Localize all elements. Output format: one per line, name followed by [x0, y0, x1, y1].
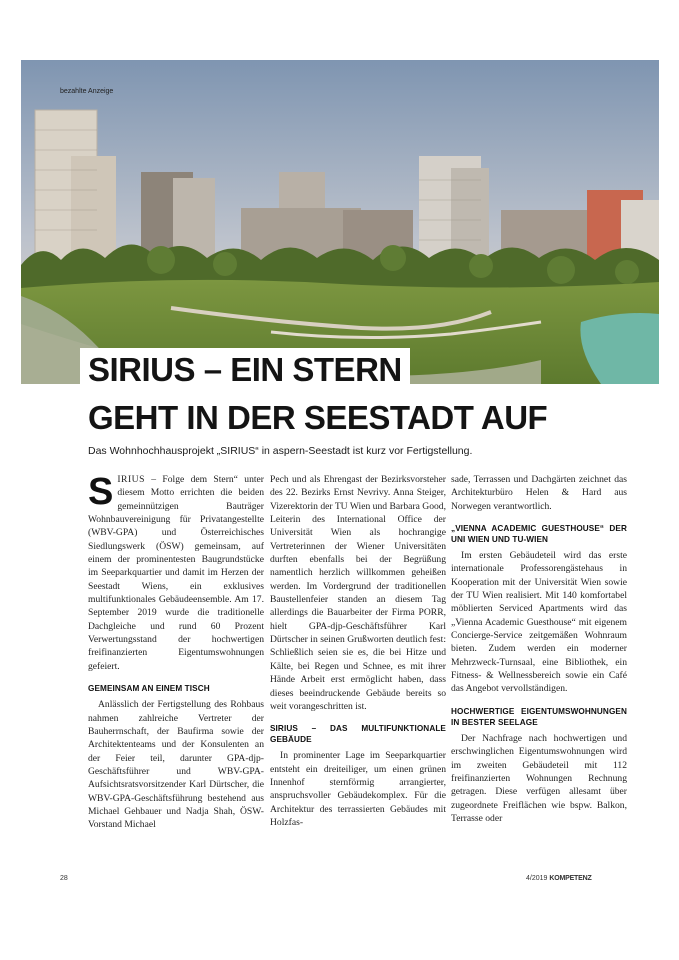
- section-heading: „VIENNA ACADEMIC GUESTHOUSE“ DER UNI WIEN UND TU-WIEN: [451, 524, 627, 545]
- page-number: 28: [60, 875, 68, 882]
- column-2: [270, 473, 446, 829]
- section-heading: SIRIUS – DAS MULTIFUNKTIONALE GEBÄUDE: [270, 724, 446, 745]
- article-subtitle: Das Wohnhochhausprojekt „SIRIUS“ in aspern-Seestadt ist kurz vor Fertigstellung.: [88, 445, 473, 457]
- intro-caps: IRIUS: [117, 474, 145, 485]
- paid-ad-label: bezahlte Anzeige: [60, 88, 114, 95]
- issue-number: 4/2019: [526, 875, 548, 882]
- section-heading: HOCHWERTIGE EIGENTUMSWOHNUNGEN IN BESTER SEELAGE: [451, 706, 627, 727]
- body-paragraph: Anlässlich der Fertigstellung des Rohbaus nahmen zahlreiche Vertreter der Bauherrnschaft, der Baufirma sowie der Architektenteams und der Konsulenten an der Feier teil, darunter GPA-djp-Geschäftsführer und WBV-GPA-Aufsichtsratsvorsitzender Karl Dürtscher, die WBV-GPA-Geschäftsführung bestehend aus Michael Gehbauer und Nadja Shah, ÖSW-Vorstand Michael: [88, 699, 264, 831]
- section-heading: GEMEINSAM AN EINEM TISCH: [88, 684, 210, 694]
- intro-paragraph: [88, 473, 264, 673]
- body-paragraph: In prominenter Lage im Seeparkquartier entsteht ein dreiteiliger, um einen grünen Innenhof sternförmig arrangierter, anspruchsvoller Gebäudekomplex. Für die Architektur des terrassierten Gebäudes mit Holzfas-: [270, 750, 446, 828]
- seestadt-rendering: [21, 60, 659, 384]
- intro-text: – Folge dem Stern“ unter diesem Motto errichten die beiden gemeinnützigen Bauträger Wohnbauvereinigung für Privatangestellte (WBV-GPA) und Österreichisches Siedlungswerk (ÖSW) gemeinsam, auf einem der prominentesten Baugrundstücke im Seeparkquartier und damit im Herzen der Seestadt Wiens, ein exklusives multifunktionales Gebäudeensemble. Am 17. September 2019 wurde die traditionelle Dachgleiche und rund 60 Prozent Verwertungsstand der hochwertigen freifinanzierten Eigentumswohnungen gefeiert.: [88, 474, 264, 672]
- column-3: [451, 473, 627, 825]
- hero-image: [21, 60, 659, 384]
- issue-info: [526, 875, 592, 882]
- drop-cap: S: [88, 471, 114, 513]
- headline-line-2: GEHT IN DER SEESTADT AUF: [80, 396, 555, 438]
- body-paragraph: Pech und als Ehrengast der Bezirksvorsteher des 22. Bezirks Ernst Nevrivy. Anna Steiger, Vizerektorin der TU Wien und Barbara Good, Leiterin des International Office der Universität Wien als hochrangige Vertreterinnen der Wiener Universitäten durften ebenfalls bei der Begrüßung namentlich herzlich willkommen geheißen werden. Im Vordergrund der traditionellen Baustellenfeier standen an diesem Tag allerdings die Bauarbeiter der Firma PORR, hielt GPA-djp-Geschäftsführer Karl Dürtscher in seinen Grußworten deutlich fest: Schließlich seien sie es, die bei Hitze und Kälte, bei Regen und Schnee, es mit ihrer Hände Arbeit erst ermöglicht haben, dass dieses beeindruckende Gebäude bereits so weit vorangeschritten ist.: [270, 474, 446, 712]
- body-paragraph: Im ersten Gebäudeteil wird das erste internationale Professorengästehaus in Kooperation mit der Universität Wien sowie der TU Wien realisiert. Mit 140 komfortabel möblierten Serviced Apartments wird das „Vienna Academic Guesthouse“ mit eigenem Concierge-Service zeitgemäßen Wohnraum bieten. Zudem werden ein moderner Mehrzweck-Turnsaal, eine Bibliothek, ein Fitness- & Wellnessbereich sowie ein Café das Angebot vervollständigen.: [451, 550, 627, 695]
- body-paragraph: Der Nachfrage nach hochwertigen und erschwinglichen Eigentumswohnungen wird im zweiten Gebäudeteil mit 112 freifinanzierten Wohnungen Rechnung getragen. Diese verfügen allesamt über zugeordnete Freiflächen wie bspw. Balkon, Terrasse oder: [451, 732, 627, 824]
- magazine-name: KOMPETENZ: [549, 875, 592, 882]
- column-1: [88, 473, 264, 832]
- headline-line-1: SIRIUS – EIN STERN: [80, 348, 410, 390]
- body-paragraph: sade, Terrassen und Dachgärten zeichnet das Architekturbüro Helen & Hard aus Norwegen verantwortlich.: [451, 474, 627, 512]
